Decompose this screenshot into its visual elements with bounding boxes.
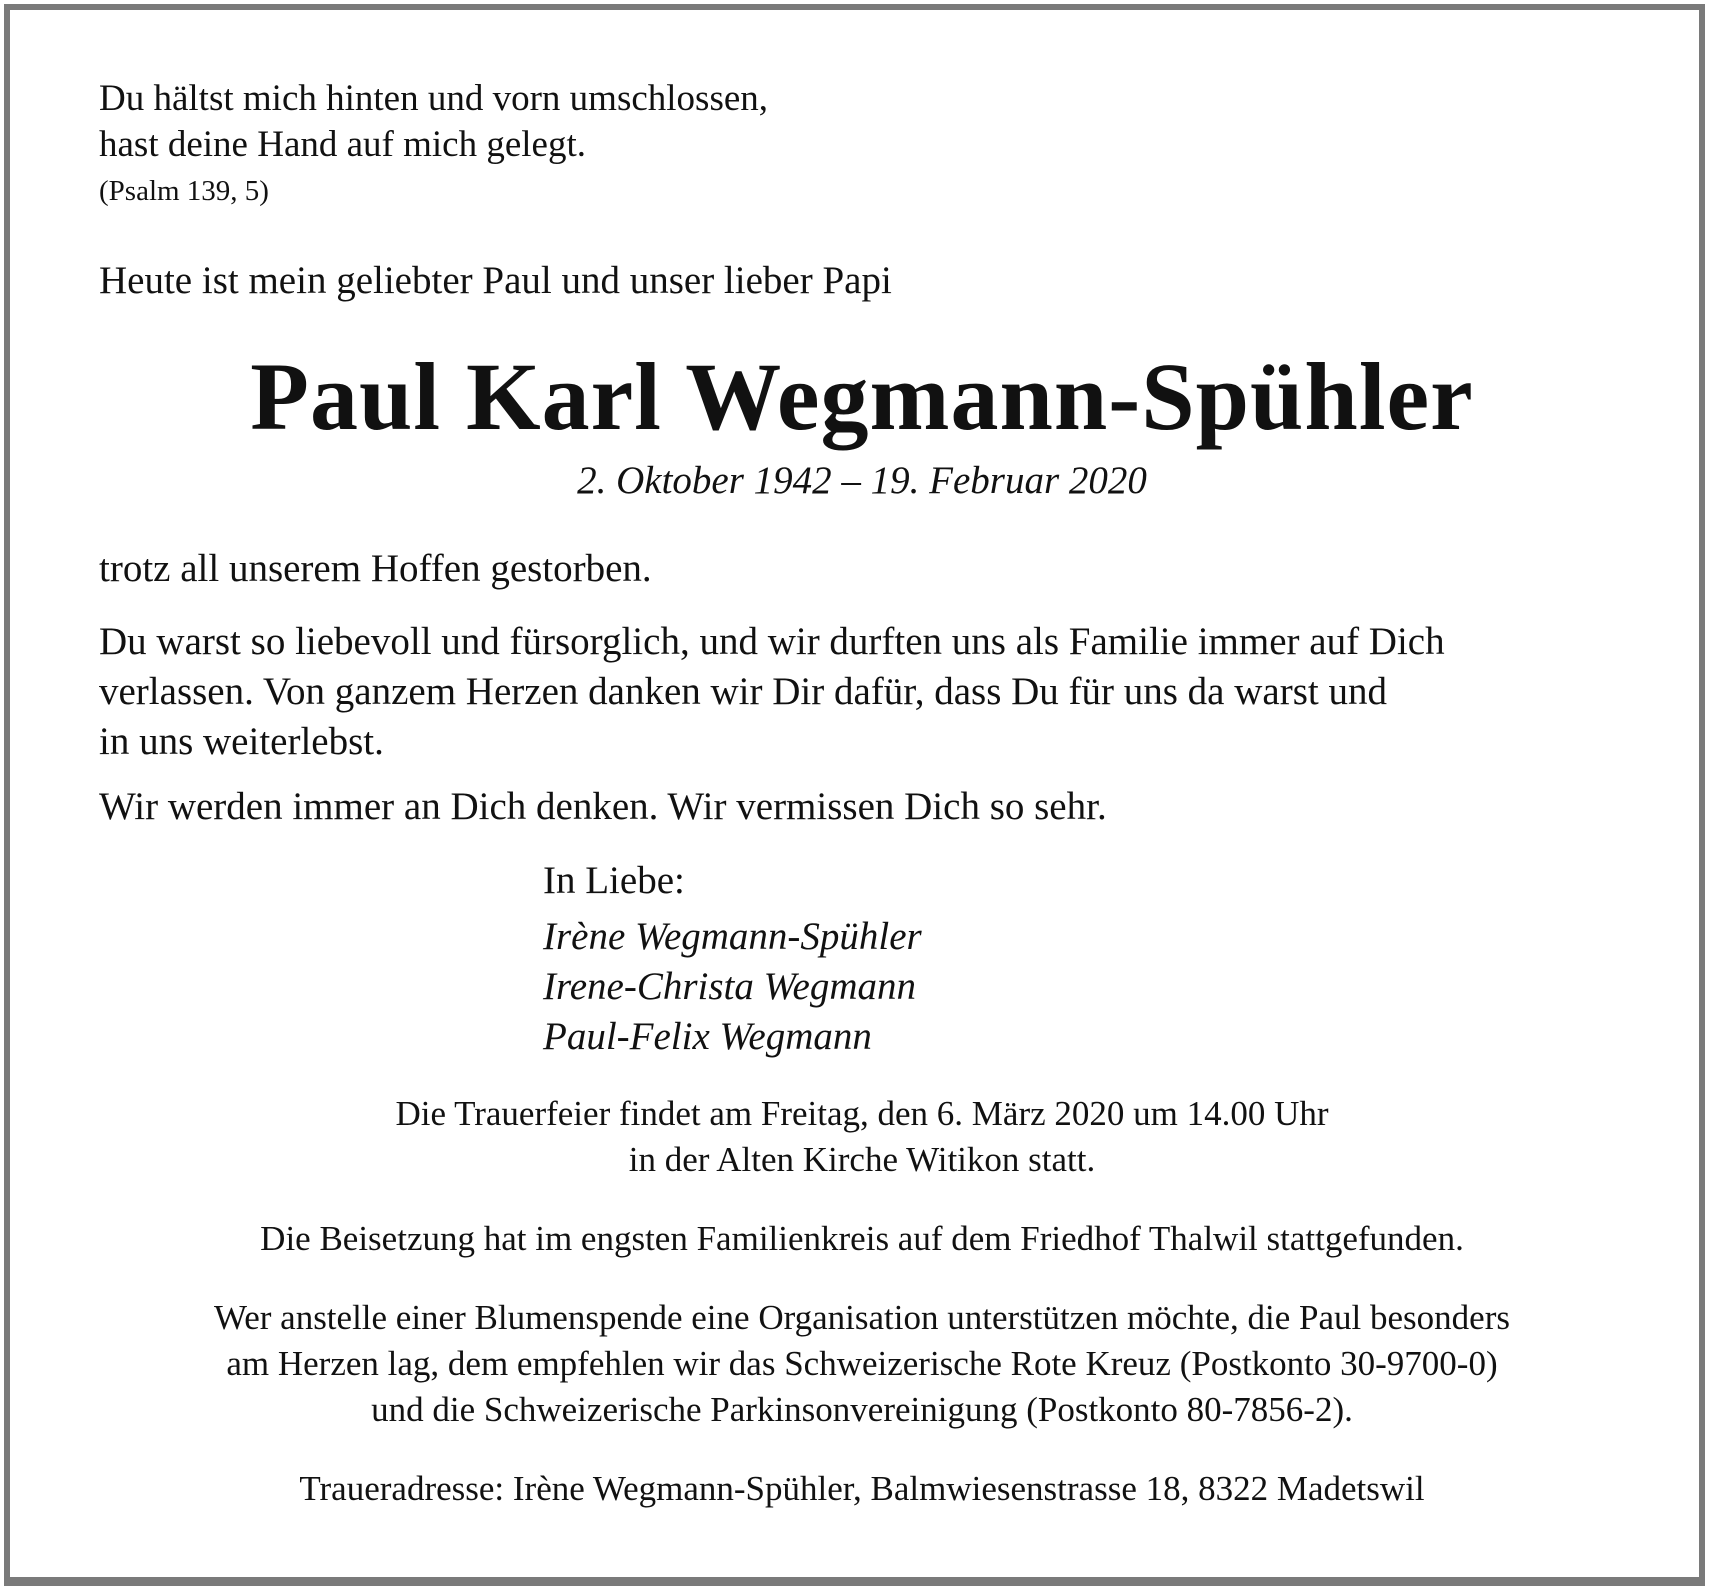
psalm-line-2: hast deine Hand auf mich gelegt. bbox=[99, 124, 586, 165]
mourner-name: Paul-Felix Wegmann bbox=[543, 1015, 872, 1058]
service-notice bbox=[0, 1091, 1724, 1183]
body-paragraph-2-line: in uns weiterlebst. bbox=[99, 720, 384, 763]
burial-notice: Die Beisetzung hat im engsten Familienkreis auf dem Friedhof Thalwil stattgefunden. bbox=[260, 1219, 1464, 1258]
mourner-name: Irene-Christa Wegmann bbox=[543, 965, 916, 1008]
intro-text: Heute ist mein geliebter Paul und unser lieber Papi bbox=[99, 259, 892, 302]
mourning-address: Traueradresse: Irène Wegmann-Spühler, Balmwiesenstrasse 18, 8322 Madetswil bbox=[299, 1469, 1425, 1508]
donation-notice-line: und die Schweizerische Parkinsonvereinigung (Postkonto 80-7856-2). bbox=[371, 1390, 1353, 1429]
signature-names bbox=[543, 912, 922, 1062]
donation-notice-line: am Herzen lag, dem empfehlen wir das Schweizerische Rote Kreuz (Postkonto 30-9700-0) bbox=[226, 1344, 1498, 1383]
body-paragraph-2-line: Du warst so liebevoll und fürsorglich, und wir durften uns als Familie immer auf Dich bbox=[99, 620, 1445, 663]
body-paragraph-3: Wir werden immer an Dich denken. Wir vermissen Dich so sehr. bbox=[99, 785, 1107, 828]
body-paragraph-1: trotz all unserem Hoffen gestorben. bbox=[99, 547, 652, 590]
service-notice-line: in der Alten Kirche Witikon statt. bbox=[628, 1140, 1096, 1179]
deceased-name: Paul Karl Wegmann-Spühler bbox=[250, 343, 1474, 450]
signature-label: In Liebe: bbox=[543, 859, 685, 902]
service-notice-line: Die Trauerfeier findet am Freitag, den 6. März 2020 um 14.00 Uhr bbox=[395, 1094, 1329, 1133]
psalm-reference: (Psalm 139, 5) bbox=[99, 175, 269, 207]
body-paragraph-2-line: verlassen. Von ganzem Herzen danken wir Dir dafür, dass Du für uns da warst und bbox=[99, 670, 1387, 713]
mourner-name: Irène Wegmann-Spühler bbox=[543, 915, 922, 958]
donation-notice bbox=[0, 1295, 1724, 1433]
life-dates: 2. Oktober 1942 – 19. Februar 2020 bbox=[577, 459, 1147, 502]
donation-notice-line: Wer anstelle einer Blumenspende eine Organisation unterstützen möchte, die Paul besonders bbox=[213, 1298, 1510, 1337]
psalm-quote bbox=[99, 76, 768, 214]
psalm-line-1: Du hältst mich hinten und vorn umschlossen, bbox=[99, 78, 769, 119]
body-paragraph-2 bbox=[99, 617, 1445, 767]
